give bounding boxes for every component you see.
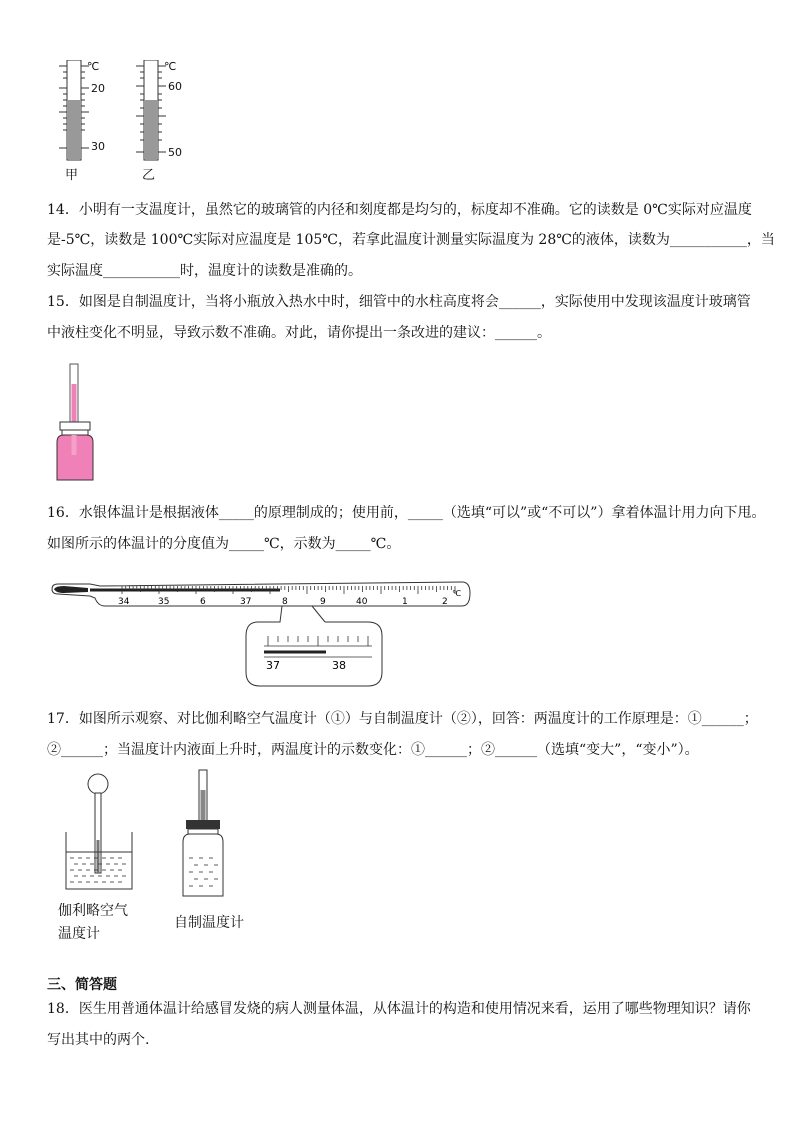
thermometer-jia-unit: ℃ xyxy=(87,60,100,73)
clin-scale-label-8: 2 xyxy=(442,597,448,607)
clin-scale-label-1: 35 xyxy=(158,597,170,607)
q16-line-2: 如图所示的体温计的分度值为_____℃，示数为_____℃。 xyxy=(47,536,401,552)
clin-scale-label-3: 37 xyxy=(240,597,252,607)
pink-bottle-svg xyxy=(50,362,110,487)
clin-unit-label: ℃ xyxy=(452,589,461,598)
clinical-thermometer-figure xyxy=(50,576,480,691)
clin-scale-label-7: 1 xyxy=(402,597,408,607)
q14-line-1: 14．小明有一支温度计，虽然它的玻璃管的内径和刻度都是均匀的，标度却不准确。它的读数是 0℃实际对应温度 xyxy=(47,202,752,218)
clin-scale-label-0: 34 xyxy=(118,597,130,607)
thermometer-yi-upper-label: 60 xyxy=(168,80,182,93)
thermometer-yi-caption: 乙 xyxy=(142,168,156,183)
q15-line-2: 中液柱变化不明显，导致示数不准确。对此，请你提出一条改进的建议：______。 xyxy=(47,325,551,341)
thermometer-jia-lower-label: 30 xyxy=(91,140,105,153)
clin-scale-label-6: 40 xyxy=(356,597,368,607)
thermometer-yi-figure xyxy=(136,60,206,185)
galileo-caption-2: 温度计 xyxy=(58,926,100,942)
clin-scale-label-5: 9 xyxy=(320,597,326,607)
section-3-title: 三、简答题 xyxy=(47,977,117,993)
zoom-label-38: 38 xyxy=(332,659,346,672)
q15-line-1: 15．如图是自制温度计，当将小瓶放入热水中时，细管中的水柱高度将会______，实际使用中发现该温度计玻璃管 xyxy=(47,294,751,310)
clinical-thermometer-svg xyxy=(50,576,480,691)
thermometer-yi-unit: ℃ xyxy=(164,60,177,73)
thermometer-jia-upper-label: 20 xyxy=(91,82,105,95)
q16-line-1: 16．水银体温计是根据液体_____的原理制成的；使用前，_____（选填“可以”或“不可以”）拿着体温计用力向下甩。 xyxy=(47,505,766,521)
q17-line-1: 17．如图所示观察、对比伽利略空气温度计（①）与自制温度计（②），回答：两温度计的工作原理是：①______； xyxy=(47,711,758,727)
galileo-thermometer-figure xyxy=(60,772,150,897)
thermometer-yi-lower-label: 50 xyxy=(168,146,182,159)
clin-scale-label-2: 6 xyxy=(200,597,206,607)
q17-line-2: ②______；当温度计内液面上升时，两温度计的示数变化：①______；②______（选填“变大”，“变小”）。 xyxy=(47,742,699,758)
galileo-caption-1: 伽利略空气 xyxy=(58,903,128,919)
zoom-label-37: 37 xyxy=(266,659,280,672)
homemade-thermometer-pink-figure xyxy=(50,362,110,487)
thermometer-jia-figure xyxy=(55,60,125,185)
q18-line-2: 写出其中的两个. xyxy=(47,1032,150,1048)
q14-line-2: 是-5℃，读数是 100℃实际对应温度是 105℃，若拿此温度计测量实际温度为 28℃的液体，读数为___________，当 xyxy=(47,232,775,248)
q14-line-3: 实际温度___________时，温度计的读数是准确的。 xyxy=(47,263,362,279)
q18-line-1: 18．医生用普通体温计给感冒发烧的病人测量体温，从体温计的构造和使用情况来看，运用了哪些物理知识？请你 xyxy=(47,1001,751,1017)
thermometer-jia-caption: 甲 xyxy=(65,168,79,183)
clin-scale-label-4: 8 xyxy=(282,597,288,607)
homemade-thermometer-gray-figure xyxy=(176,768,236,903)
homemade-caption: 自制温度计 xyxy=(174,915,244,931)
homemade-gray-svg xyxy=(176,768,236,903)
thermometer-jia-svg xyxy=(55,60,125,170)
galileo-svg xyxy=(60,772,150,897)
